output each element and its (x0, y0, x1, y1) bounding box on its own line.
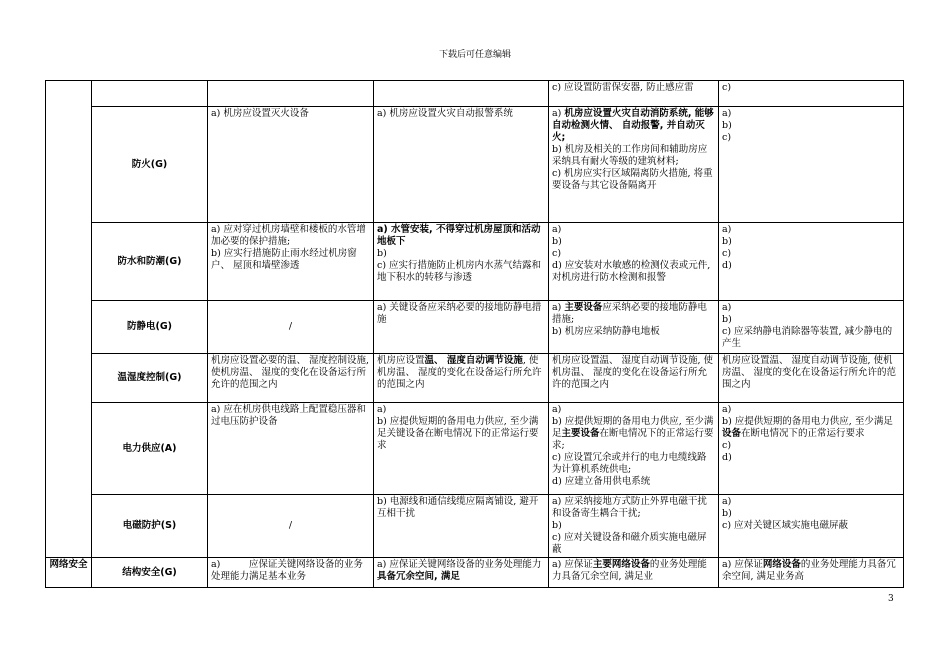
category-cell: 结构安全(G) (92, 558, 208, 588)
table-row (46, 495, 904, 558)
cell-line (552, 224, 715, 236)
cell-line (722, 326, 900, 350)
text: 应采纳必要的接地防静电措施; (552, 302, 707, 325)
text: a) 机房应设置火灾自动报警系统 (377, 108, 513, 119)
cell-line (552, 144, 715, 168)
cell-line (552, 404, 715, 416)
requirements-table (45, 80, 904, 588)
text: b) (722, 236, 732, 247)
text: b) 应提供短期的备用电力供应, 至少满足 (722, 416, 893, 427)
text: d) (722, 452, 732, 463)
level-1-cell (208, 107, 374, 223)
text: b) (377, 248, 387, 259)
bold-text: 设备 (722, 428, 742, 439)
text: b) 应提供短期的备用电力供应, 至少满足 (552, 416, 714, 439)
text: b) 应提供短期的备用电力供应, 至少满足关键设备在断电情况下的正常运行要求 (377, 416, 539, 451)
cell-line (377, 416, 545, 452)
text: a) (722, 108, 732, 119)
cell-line (722, 132, 900, 144)
level-1-cell (208, 558, 374, 588)
level-3-cell (549, 558, 719, 588)
cell-line (552, 416, 715, 452)
text: c) (722, 82, 732, 93)
text: c) 机房应实行区域隔离防火措施, 将重要设备与其它设备隔离开 (552, 168, 713, 191)
cell-line (552, 452, 715, 476)
level-1-cell (208, 81, 374, 107)
level-1-cell (208, 495, 374, 558)
cell-line (211, 559, 370, 583)
category-cell: 防静电(G) (92, 301, 208, 354)
text: a) 应采纳接地方式防止外界电磁干扰和设备寄生耦合干扰; (552, 496, 707, 519)
text: c) 应对关键区域实施电磁屏蔽 (722, 520, 849, 531)
text: c) 应设置冗余或并行的电力电缆线路为计算机系统供电; (552, 452, 707, 475)
cell-line (552, 248, 715, 260)
table-row (46, 107, 904, 223)
level-2-cell (374, 107, 549, 223)
level-4-cell (719, 301, 904, 354)
cell-line (211, 248, 370, 272)
text: 机房应设置 (377, 355, 425, 366)
level-2-cell (374, 403, 549, 495)
level-4-cell (719, 223, 904, 301)
text: 机房应设置温、 湿度自动调节设施, 使机房温、 湿度的变化在设备运行所允许的范围之内 (552, 355, 714, 390)
cell-line (722, 302, 900, 314)
page-number: 3 (888, 594, 894, 604)
text: a) 应保证关键网络设备的业务处理能力满足基本业务 (211, 559, 363, 582)
bold-text: 具备冗余空间, 满足 (377, 571, 460, 582)
bold-text: 主要网络设备 (592, 559, 650, 570)
level-3-cell (549, 107, 719, 223)
cell-line (552, 476, 715, 488)
level-4-cell (719, 558, 904, 588)
cell-line (552, 82, 715, 94)
text: 机房应设置温、 湿度自动调节设施, 使机房温、 湿度的变化在设备运行所允许的范围之内 (722, 355, 897, 390)
cell-line (377, 224, 545, 248)
text: 的业务处理能力具备冗余空间, 满足业 (552, 559, 707, 582)
not-applicable-mark: / (288, 520, 293, 531)
text: b) 电源线和通信线缆应隔离铺设, 避开互相干扰 (377, 496, 539, 519)
text: a) 关键设备应采纳必要的接地防静电措施 (377, 302, 542, 325)
level-3-cell (549, 495, 719, 558)
text: b) 应实行措施防止雨水经过机房窗户、 屋顶和墙壁渗透 (211, 248, 357, 271)
cell-line (377, 496, 545, 520)
not-applicable-mark: / (288, 321, 293, 332)
cell-line (552, 108, 715, 144)
level-3-cell (549, 81, 719, 107)
level-2-cell (374, 81, 549, 107)
text: a) (722, 302, 732, 313)
text: a) (722, 496, 732, 507)
level-1-cell (208, 223, 374, 301)
cell-line (722, 82, 900, 94)
cell-line (211, 404, 370, 428)
bold-text: 温、 湿度自动调节设施 (424, 355, 523, 366)
level-4-cell (719, 354, 904, 403)
cell-line (722, 559, 900, 583)
category-cell: 电磁防护(S) (92, 495, 208, 558)
table-body (46, 81, 904, 588)
level-1-cell (208, 354, 374, 403)
text: a) (377, 404, 387, 415)
cell-line (377, 302, 545, 326)
text: d) 应安装对水敏感的检测仪表或元件, 对机房进行防水检测和报警 (552, 260, 711, 283)
cell-line (377, 108, 545, 120)
bold-text: 机房应设置火灾自动消防系统, 能够自动检测火情、 自动报警, 并自动灭火; (552, 108, 714, 143)
text: 机房应设置必要的温、 湿度控制设施, 使机房温、 湿度的变化在设备运行所允许的范围之内 (211, 355, 370, 390)
text: a) 应保证 (722, 559, 763, 570)
cell-line (722, 496, 900, 508)
text: a) (722, 404, 732, 415)
text: a) 应保证 (552, 559, 593, 570)
cell-line (552, 302, 715, 326)
text: d) (722, 260, 732, 271)
text: a) (722, 224, 732, 235)
cell-line (211, 224, 370, 248)
level-2-cell (374, 495, 549, 558)
text: c) (722, 248, 732, 259)
cell-line (722, 120, 900, 132)
text: 在断电情况下的正常运行要求; (552, 428, 714, 451)
cell-line (552, 168, 715, 192)
cell-line (722, 355, 900, 391)
section-cell: 网络安全 (46, 558, 92, 588)
cell-line (552, 532, 715, 556)
text: c) (722, 440, 732, 451)
text: c) (552, 248, 562, 259)
cell-line (722, 224, 900, 236)
level-4-cell (719, 81, 904, 107)
cell-line (552, 520, 715, 532)
cell-line (377, 355, 545, 391)
text: b) (552, 520, 562, 531)
category-cell: 温湿度控制(G) (92, 354, 208, 403)
category-cell (92, 81, 208, 107)
cell-line (552, 326, 715, 338)
text: c) (722, 132, 732, 143)
text: c) 应设置防雷保安器, 防止感应雷 (552, 82, 694, 93)
level-4-cell (719, 107, 904, 223)
table-row (46, 558, 904, 588)
cell-line (722, 248, 900, 260)
text: c) 应采纳静电消除器等装置, 减少静电的产生 (722, 326, 893, 349)
cell-line (552, 355, 715, 391)
cell-line (377, 260, 545, 284)
table-row (46, 223, 904, 301)
cell-line (722, 314, 900, 326)
cell-line (552, 496, 715, 520)
level-2-cell (374, 558, 549, 588)
level-4-cell (719, 403, 904, 495)
cell-line (722, 404, 900, 416)
cell-line (722, 452, 900, 464)
text: a) 应在机房供电线路上配置稳压器和过电压防护设备 (211, 404, 366, 427)
table-row (46, 354, 904, 403)
cell-line (377, 248, 545, 260)
bold-text: 主要设备 (561, 428, 600, 439)
cell-line (552, 260, 715, 284)
text: b) (722, 314, 732, 325)
text: a) (552, 224, 562, 235)
level-1-cell (208, 301, 374, 354)
cell-line (211, 108, 370, 120)
level-4-cell (719, 495, 904, 558)
text: a) 应对穿过机房墙壁和楼板的水管增加必要的保护措施; (211, 224, 366, 247)
level-2-cell (374, 301, 549, 354)
bold-text: 主要设备 (564, 302, 603, 313)
text: b) (722, 508, 732, 519)
text: c) 应实行措施防止机房内水蒸气结露和地下积水的转移与渗透 (377, 260, 542, 283)
category-cell: 防火(G) (92, 107, 208, 223)
cell-line (722, 416, 900, 440)
cell-line (722, 108, 900, 120)
category-cell: 防水和防潮(G) (92, 223, 208, 301)
text: a) (552, 302, 565, 313)
table-row (46, 81, 904, 107)
cell-line (552, 236, 715, 248)
text: b) 机房应采纳防静电地板 (552, 326, 660, 337)
text: d) 应建立备用供电系统 (552, 476, 651, 487)
level-1-cell (208, 403, 374, 495)
bold-text: 网络设备 (762, 559, 801, 570)
text: b) (722, 120, 732, 131)
cell-line (722, 520, 900, 532)
text: 的业务处理能力具备冗余空间, 满足业务高 (722, 559, 896, 582)
text: a) 应保证关键网络设备的业务处理能力 (377, 559, 542, 570)
cell-line (377, 559, 545, 583)
cell-line (722, 260, 900, 272)
level-3-cell (549, 301, 719, 354)
text: a) (552, 404, 562, 415)
text: a) (552, 108, 565, 119)
bold-text: a) 水管安装, 不得穿过机房屋顶和活动地板下 (377, 224, 541, 247)
text: b) 机房及相关的工作房间和辅助房应采纳具有耐火等级的建筑材料; (552, 144, 708, 167)
cell-line (552, 559, 715, 583)
text: 在断电情况下的正常运行要求 (741, 428, 865, 439)
cell-line (211, 355, 370, 391)
section-cell-empty (46, 81, 92, 558)
level-3-cell (549, 223, 719, 301)
text: a) 机房应设置灭火设备 (211, 108, 309, 119)
page-header: 下载后可任意编辑 (438, 50, 511, 60)
text: c) 应对关键设备和磁介质实施电磁屏蔽 (552, 532, 707, 555)
level-3-cell (549, 354, 719, 403)
cell-line (377, 404, 545, 416)
text: b) (552, 236, 562, 247)
cell-line (722, 236, 900, 248)
table-row (46, 301, 904, 354)
cell-line (722, 508, 900, 520)
table-row (46, 403, 904, 495)
text: , 使机房温、 湿度的变化在设备运行所允许的范围之内 (377, 355, 542, 390)
cell-line (722, 440, 900, 452)
category-cell: 电力供应(A) (92, 403, 208, 495)
level-3-cell (549, 403, 719, 495)
level-2-cell (374, 223, 549, 301)
level-2-cell (374, 354, 549, 403)
